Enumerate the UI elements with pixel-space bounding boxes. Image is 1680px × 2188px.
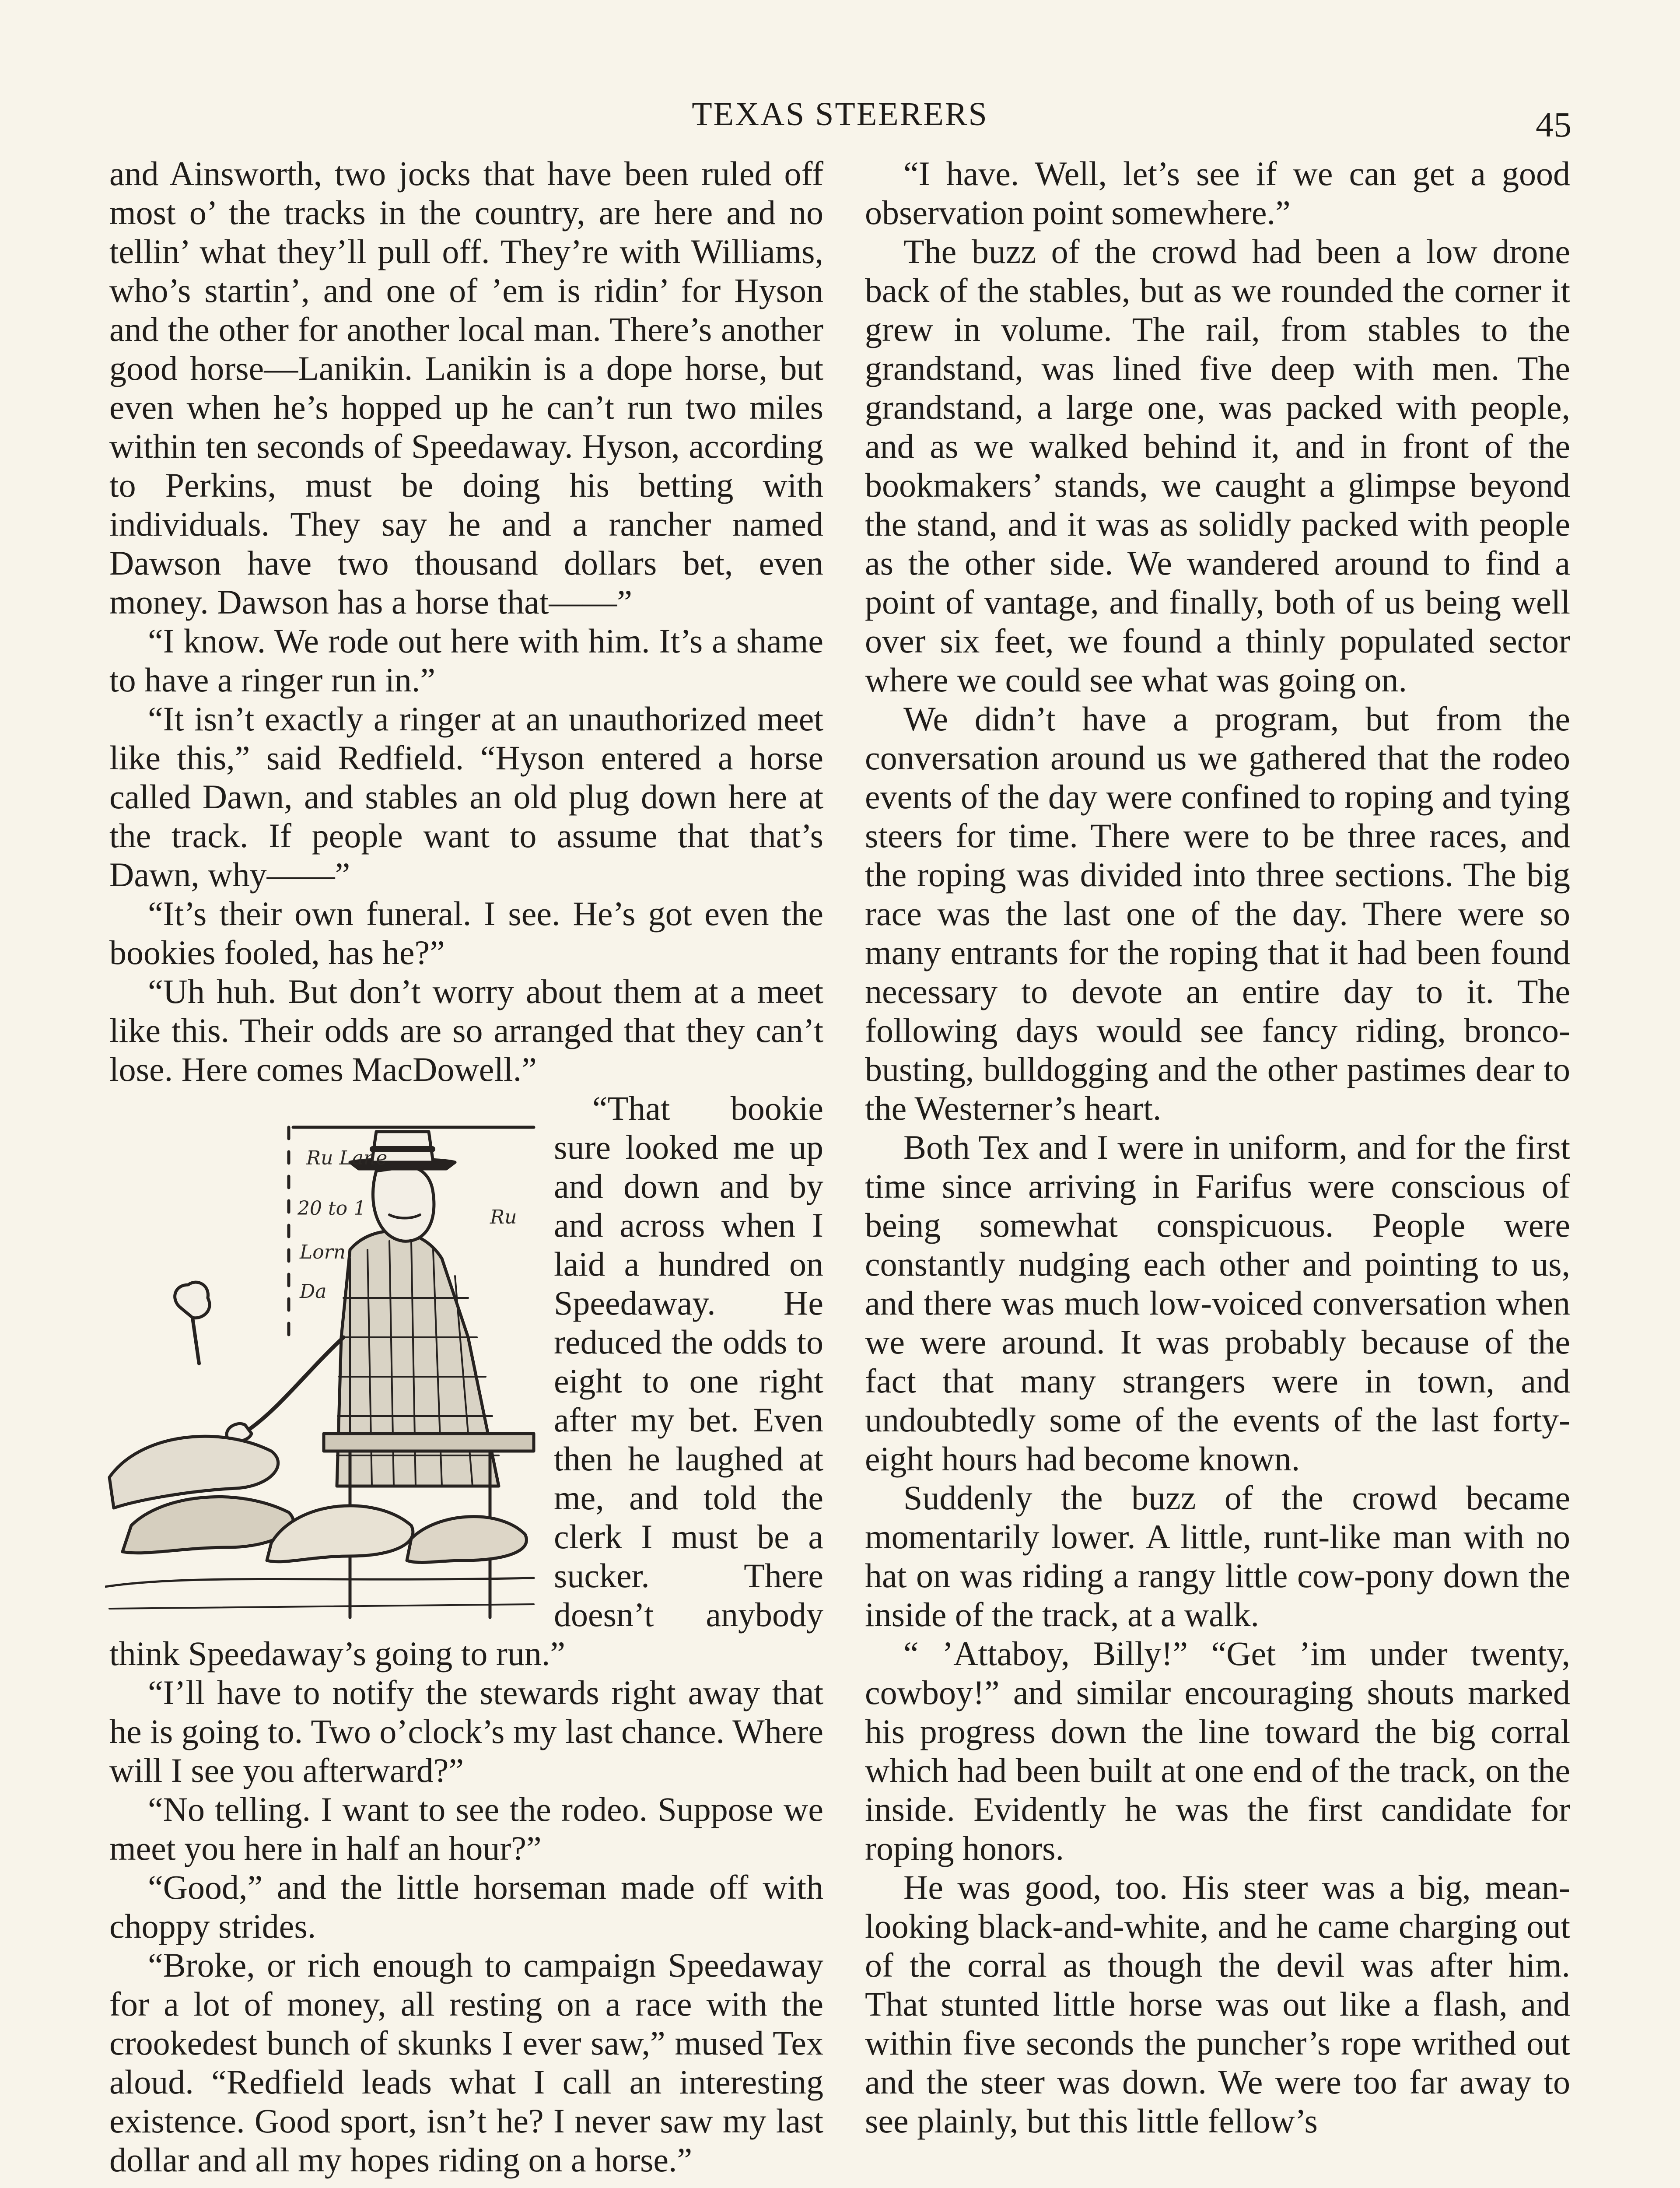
paragraph: Both Tex and I were in uniform, and for the first time since arriving in Farifus were conscious of being somewhat conspicuous. People were constantly nudging each other and pointing to us, and there was much low-voiced conversation when we were around. It was probably because of the fact that many strangers were in town, and undoubtedly some of the events of the last forty-eight hours had become known. — [865, 1128, 1570, 1478]
board-line: Ru Lane — [306, 1147, 388, 1169]
paragraph: Suddenly the buzz of the crowd became momentarily lower. A little, runt-like man with no hat on was riding a rangy little cow-pony down the inside of the track, at a walk. — [865, 1479, 1570, 1634]
paragraph: “No telling. I want to see the rodeo. Suppose we meet you here in half an hour?” — [109, 1790, 823, 1867]
paragraph: “Uh huh. But don’t worry about them at a meet like this. Their odds are so arranged that they can’t lose. Here comes MacDowell.” — [109, 972, 823, 1088]
paragraph: Ru Lane 20 to 1 Lorn Ru Da “That bookie sure looked me up and down and by and across when I laid a hundred on Speedaway. He reduced the odds to eight to one right after my bet. Even then he laughed at me, and told the clerk I must be a sucker. There doesn’t anybody think Speedaway’s going to run.” — [109, 1089, 823, 1673]
paragraph: “I’ll have to notify the stewards right away that he is going to. Two o’clock’s my last chance. Where will I see you afterward?” — [109, 1673, 823, 1789]
board-line: 20 to 1 — [298, 1197, 366, 1220]
right-column — [865, 154, 1570, 2140]
paragraph: “Broke, or rich enough to campaign Speedaway for a lot of money, all resting on a race with the crookedest bunch of skunks I ever saw,” mused Tex aloud. “Redfield leads what I call an interesting existence. Good sport, isn’t he? I never saw my last dollar and all my hopes riding on a horse.” — [109, 1946, 823, 2179]
board-line: Da — [300, 1280, 327, 1303]
paragraph: The buzz of the crowd had been a low drone back of the stables, but as we rounded the corner it grew in volume. The rail, from stables to the grandstand, was lined five deep with men. The grandstand, a large one, was packed with people, and as we walked behind it, and in front of the bookmakers’ stands, we caught a glimpse beyond the stand, and it was as solidly packed with people as the other side. We wandered around to find a point of vantage, and finally, both of us being well over six feet, we found a thinly populated sector where we could see what was going on. — [865, 232, 1570, 699]
bookie-drawing — [105, 1092, 538, 1622]
bookie-illustration — [105, 1092, 538, 1622]
left-column — [109, 154, 823, 2179]
page-number: 45 — [1536, 105, 1572, 144]
paragraph: “It isn’t exactly a ringer at an unauthorized meet like this,” said Redfield. “Hyson entered a horse called Dawn, and stables an old plug down here at the track. If people want to assume that that’s Dawn, why——” — [109, 700, 823, 894]
paragraph: and Ainsworth, two jocks that have been ruled off most o’ the tracks in the country, are here and no tellin’ what they’ll pull off. They’re with Williams, who’s startin’, and one of ’em is ridin’ for Hyson and the other for another local man. There’s another good horse—Lanikin. Lanikin is a dope horse, but even when he’s hopped up he can’t run two miles within ten seconds of Speedaway. Hyson, according to Perkins, must be doing his betting with individuals. They say he and a rancher named Dawson have two thousand dollars bet, even money. Dawson has a horse that——” — [109, 154, 823, 621]
paragraph: “ ’Attaboy, Billy!” “Get ’im under twenty, cowboy!” and similar encouraging shouts marked his progress down the line toward the big corral which had been built at one end of the track, on the inside. Evidently he was the first candidate for roping honors. — [865, 1634, 1570, 1867]
paragraph: “Good,” and the little horseman made off with choppy strides. — [109, 1868, 823, 1945]
paragraph: “I have. Well, let’s see if we can get a good observation point somewhere.” — [865, 154, 1570, 231]
board-line: Lorn — [300, 1241, 346, 1263]
running-title: TEXAS STEERERS — [692, 96, 988, 133]
paragraph: “I know. We rode out here with him. It’s a shame to have a ringer run in.” — [109, 622, 823, 699]
board-line: Ru — [490, 1206, 517, 1228]
paragraph: He was good, too. His steer was a big, mean-looking black-and-white, and he came charging out of the corral as though the devil was after him. That stunted little horse was out like a flash, and within five seconds the puncher’s rope writhed out and the steer was down. We were too far away to see plainly, but this little fellow’s — [865, 1868, 1570, 2140]
paragraph: “It’s their own funeral. I see. He’s got even the bookies fooled, has he?” — [109, 894, 823, 971]
paragraph: We didn’t have a program, but from the conversation around us we gathered that the rodeo events of the day were confined to roping and tying steers for time. There were to be three races, and the roping was divided into three sections. The big race was the last one of the day. There were so many entrants for the roping that it had been found necessary to devote an entire day to it. The following days would see fancy riding, bronco-busting, bulldogging and the other pastimes dear to the Westerner’s heart. — [865, 700, 1570, 1127]
